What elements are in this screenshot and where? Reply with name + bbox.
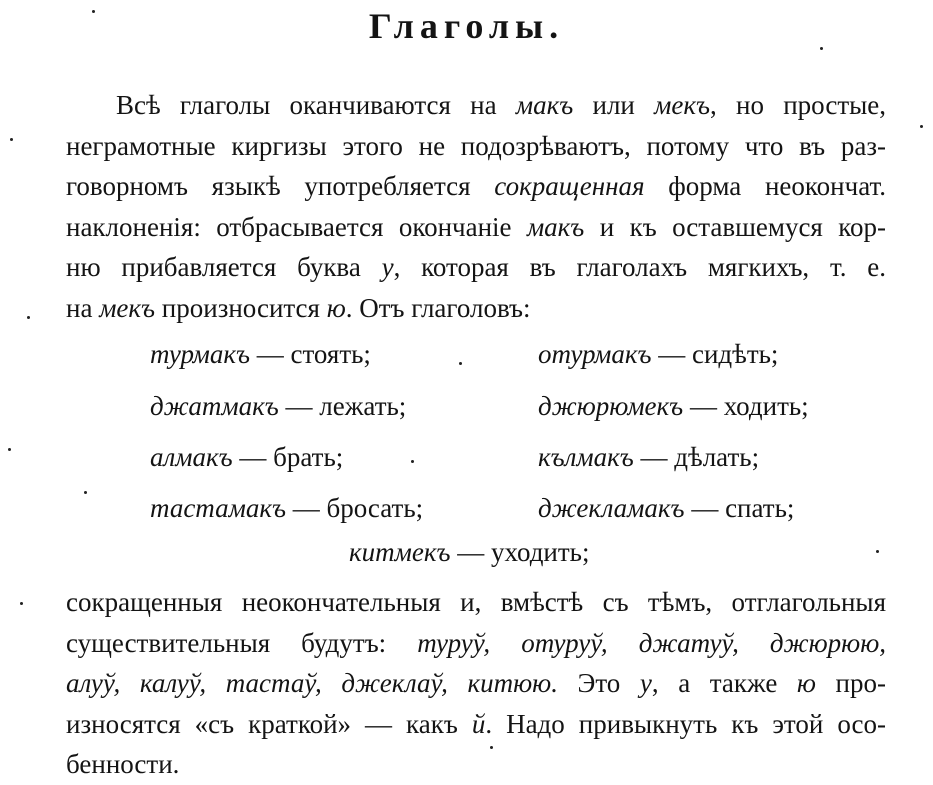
scan-speck: [411, 460, 414, 463]
italic-word: макъ: [515, 90, 574, 120]
italic-word: у: [381, 252, 394, 282]
text-run: Это: [557, 668, 640, 698]
italic-word: ю: [796, 668, 816, 698]
verb-meaning: — спать;: [684, 493, 795, 523]
verb-meaning: — бросать;: [286, 493, 424, 523]
text-line: [66, 663, 886, 704]
verb-entry: [150, 334, 371, 374]
text-run: , а также: [651, 668, 797, 698]
verb-meaning: — брать;: [232, 442, 344, 472]
verb-word: тастамакъ: [150, 493, 287, 523]
verb-word: алмакъ: [150, 442, 233, 472]
italic-word: ю: [326, 292, 346, 323]
italic-word: туруў, отуруў, джатуў, джюрюю,: [417, 627, 886, 658]
text-run: ню прибавляется буква: [66, 252, 382, 282]
scan-speck: [820, 47, 823, 50]
verb-word: джекламакъ: [538, 493, 685, 523]
italic-word: мекъ: [654, 90, 710, 120]
scan-speck: [10, 138, 13, 141]
italic-word: мекъ: [99, 292, 156, 323]
text-run: . Надо привыкнуть къ этой осо-: [485, 708, 886, 739]
scan-speck: [920, 125, 923, 128]
scan-speck: [20, 602, 23, 605]
scan-speck: [8, 448, 11, 451]
verb-entry: [538, 334, 778, 374]
verb-word: турмакъ: [150, 339, 250, 369]
text-run: . Отъ глаголовъ:: [345, 292, 531, 323]
text-run: существительныя будутъ:: [66, 627, 418, 658]
text-run: про-: [815, 668, 886, 698]
text-run: , но простые,: [710, 90, 887, 120]
verb-word: кълмакъ: [538, 442, 634, 472]
scan-speck: [459, 362, 462, 365]
text-run: бенности.: [66, 749, 180, 779]
page-title: Глаголы.: [368, 6, 565, 46]
verb-meaning: — дѣлать;: [633, 442, 760, 472]
italic-word: алуў, калуў, тастаў, джеклаў, китюю.: [66, 668, 558, 698]
verb-meaning: — ходить;: [683, 391, 809, 421]
verb-meaning: — лежать;: [278, 391, 407, 421]
text-run: наклоненія: отбрасывается окончаніе: [66, 211, 527, 242]
verb-meaning: — стоять;: [249, 339, 371, 369]
verb-entry: [538, 386, 809, 426]
scan-speck: [27, 316, 30, 319]
scan-speck: [876, 550, 879, 553]
verb-entry: [150, 488, 423, 528]
verb-word: отурмакъ: [538, 339, 652, 369]
text-run: форма неокончат.: [644, 171, 886, 201]
italic-word: й: [471, 708, 486, 739]
verb-entry: [538, 488, 794, 528]
text-run: , которая въ глаголахъ мягкихъ, т. е.: [393, 252, 886, 282]
conclusion-paragraph: [66, 582, 886, 785]
italic-word: макъ: [526, 211, 585, 242]
text-run: Всѣ глаголы оканчиваются на: [116, 90, 516, 120]
text-line: [66, 744, 886, 785]
verb-word: китмекъ: [349, 537, 451, 567]
scan-speck: [92, 10, 95, 13]
verb-entry: [349, 532, 590, 572]
text-run: на: [66, 292, 100, 323]
scan-speck: [84, 491, 87, 494]
verb-entry: [150, 386, 406, 426]
italic-word: сокращенная: [494, 171, 645, 201]
text-run: износятся «съ краткой» — какъ: [66, 708, 472, 739]
text-run: произносится: [155, 292, 327, 323]
text-run: неграмотные киргизы этого не подозрѣваютъ, потому что въ раз-: [66, 130, 886, 161]
verb-entry: [538, 437, 759, 477]
text-run: и къ оставшемуся кор-: [584, 211, 887, 242]
text-run: сокращенныя неокончательныя и, вмѣстѣ съ тѣмъ, отглагольныя: [66, 587, 886, 617]
text-line: [66, 582, 886, 623]
verb-word: джатмакъ: [150, 391, 279, 421]
verb-meaning: — уходить;: [450, 537, 590, 567]
verb-meaning: — сидѣть;: [651, 339, 779, 369]
italic-word: у: [639, 668, 652, 698]
text-run: говорномъ языкѣ употребляется: [66, 171, 495, 201]
text-run: или: [573, 90, 655, 120]
verb-word: джюрюмекъ: [538, 391, 684, 421]
verb-entry: [150, 437, 343, 477]
text-line: [66, 704, 886, 745]
scan-speck: [490, 746, 493, 749]
text-line: [66, 623, 886, 664]
